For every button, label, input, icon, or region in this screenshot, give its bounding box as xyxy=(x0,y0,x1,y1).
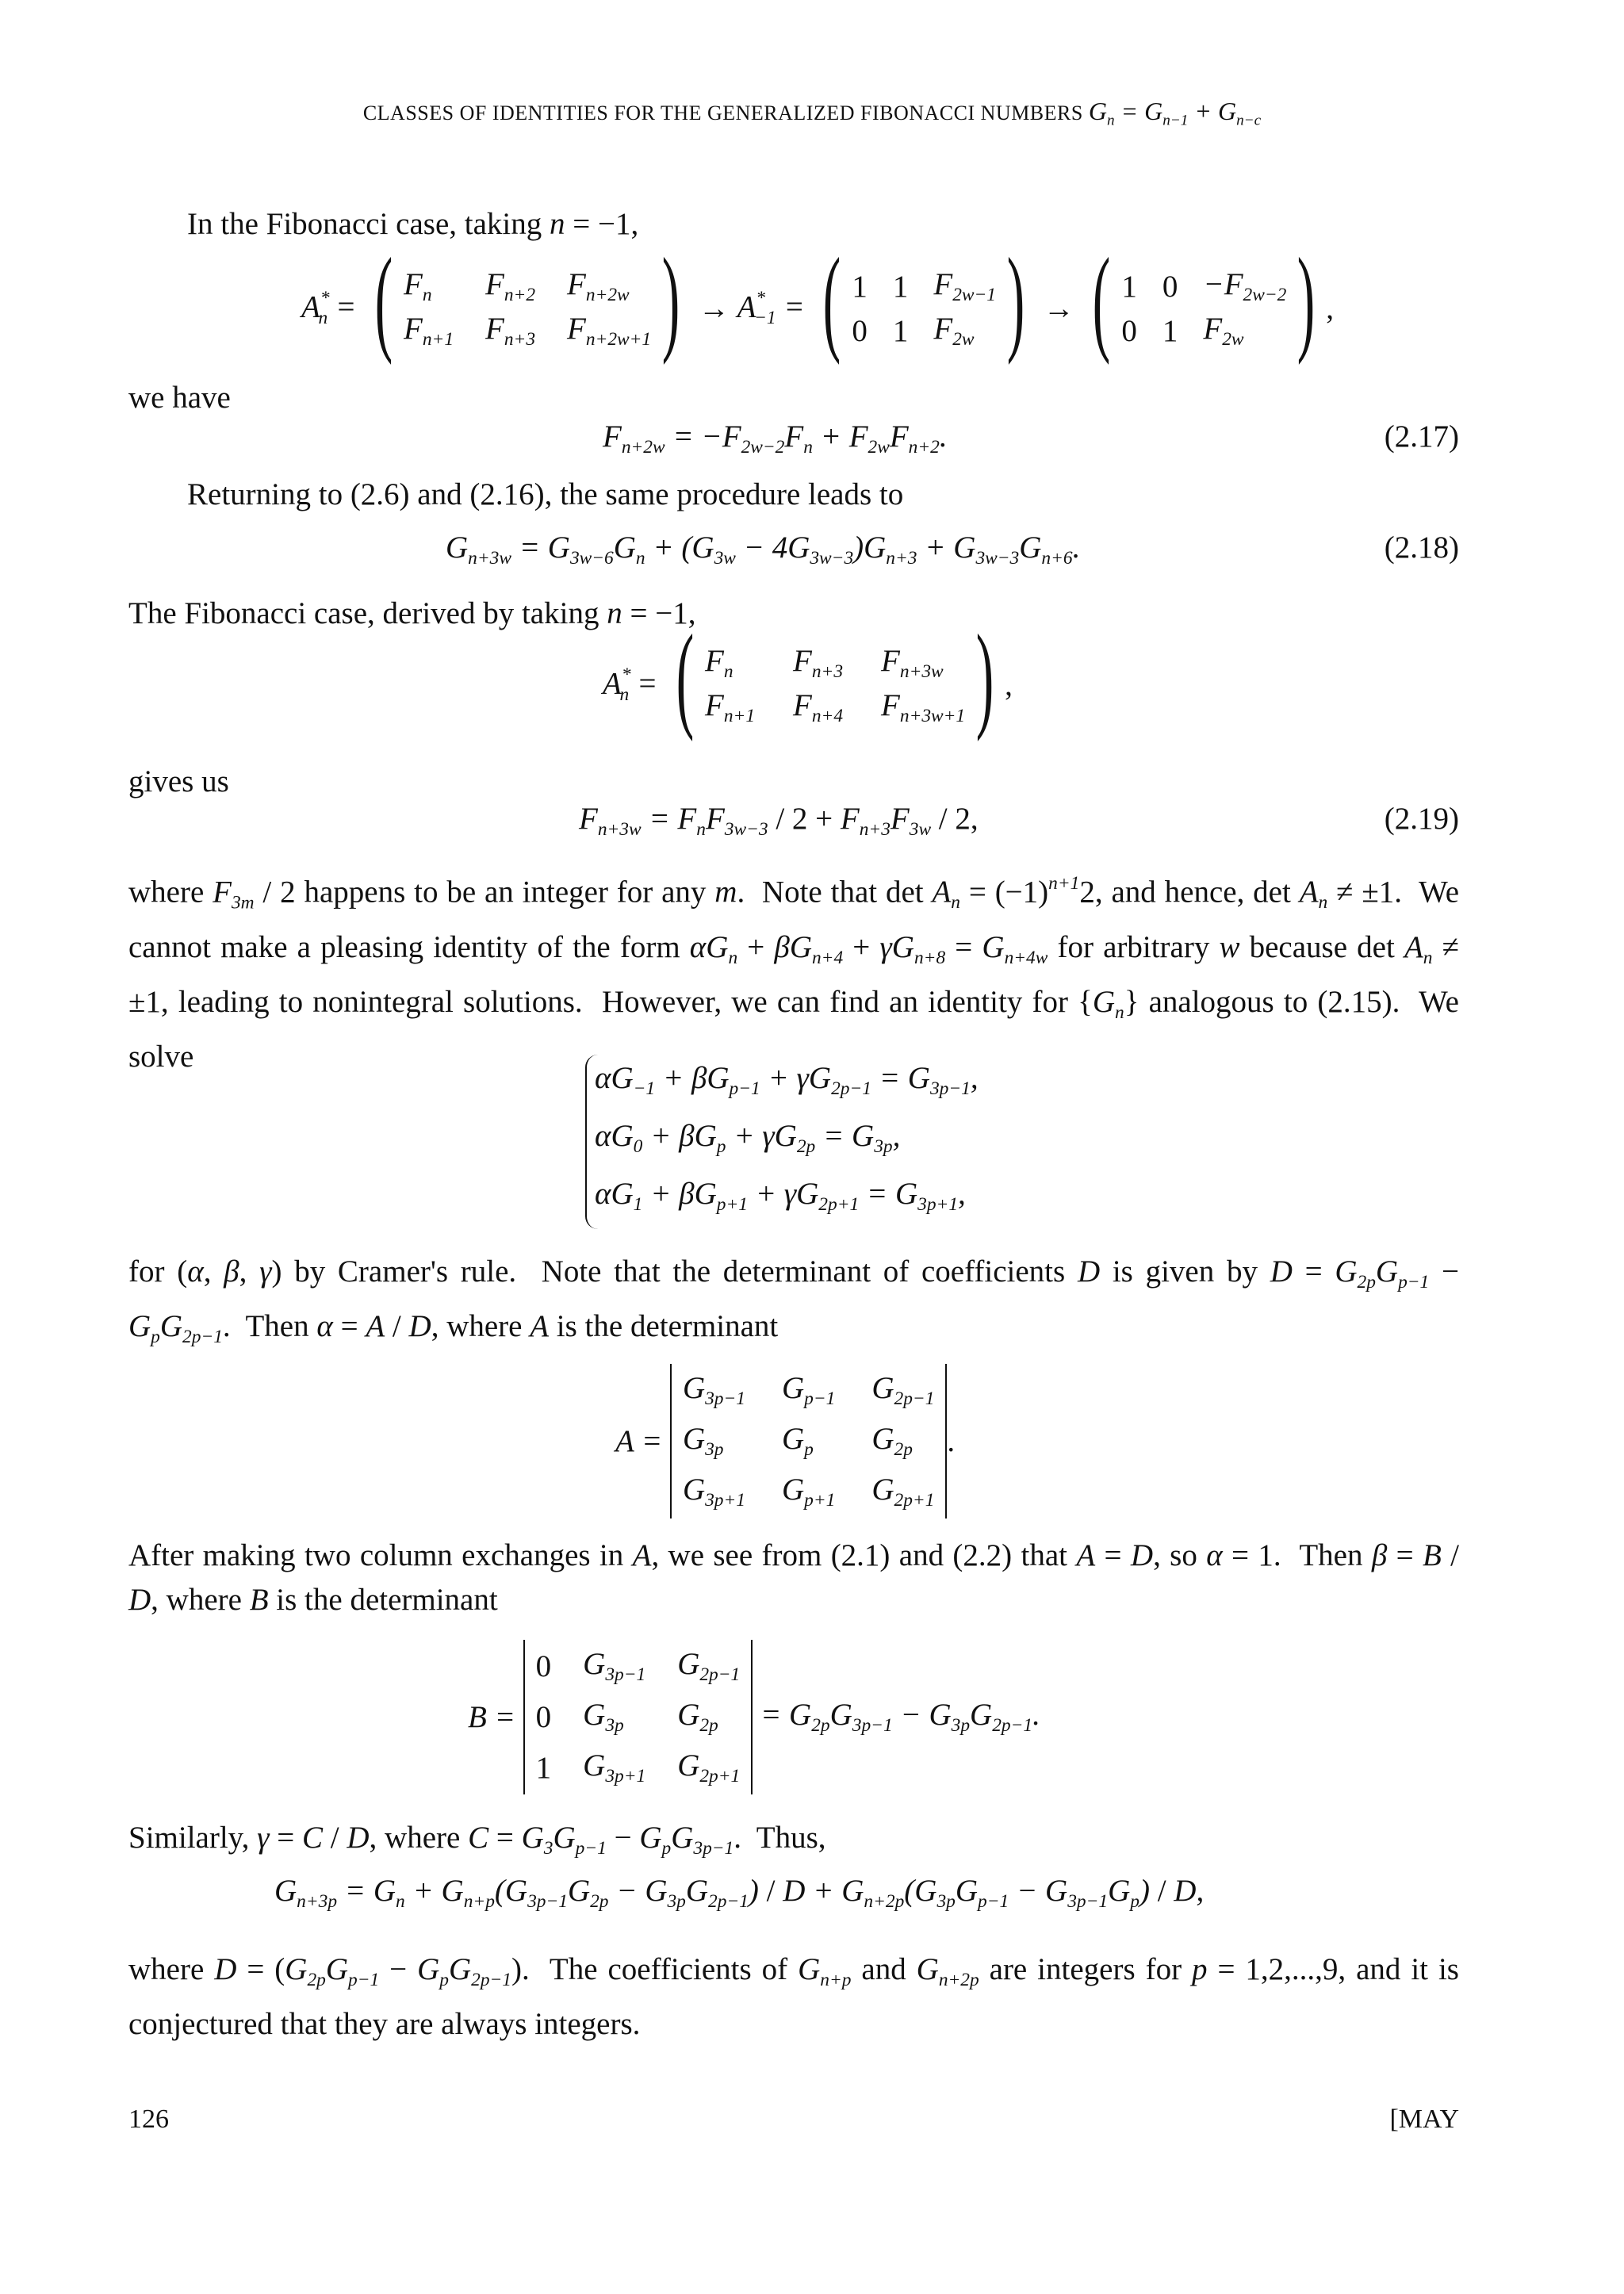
equation-2-18: $G_{n+3w} = G_{3w-6}G_n + (G_{3w} - 4G_{3w-3})G_{n+3} + G_{3w-3}G_{n+6}$. xyxy=(446,530,1081,569)
issue-month: [MAY xyxy=(1389,2104,1459,2134)
paragraph-column-exchanges: After making two column exchanges in A, we see from (2.1) and (2.2) that A = D, so α = 1. Then β = B / D, where B is the determinant xyxy=(128,1538,1460,1617)
returning-line: Returning to (2.6) and (2.16), the same procedure leads to xyxy=(187,477,904,511)
equation-2-17: $F_{n+2w} = -F_{2w-2}F_n + F_{2w}F_{n+2}$. xyxy=(603,419,948,458)
determinant-b: B = 0 $G_{3p-1}$ $G_{2p-1}$ 0 $G_{3p}$ $G_{2p}$ 1 $G_{3p+1}$ $G_{2p+1}$ = $G_{2p}G_{3p-1} - G_{3p}G_{2p-1}$. xyxy=(468,1640,1040,1794)
running-title: CLASSES OF IDENTITIES FOR THE GENERALIZED FIBONACCI NUMBERS xyxy=(362,101,1083,124)
main-identity-equation: $G_{n+3p} = G_n + G_{n+p}(G_{3p-1}G_{2p} - G_{3p}G_{2p-1}) / D + G_{n+2p}(G_{3p}G_{p-1} - G_{3p-1}G_p) / D$, xyxy=(274,1874,1205,1913)
intro-fibonacci-line: In the Fibonacci case, taking n = −1, xyxy=(187,207,639,241)
determinant-a: A = $G_{3p-1}$ $G_{p-1}$ $G_{2p-1}$ $G_{3p}$ $G_p$ $G_{2p}$ $G_{3p+1}$ $G_{p+1}$ $G_{2p+1}$ . xyxy=(615,1364,955,1518)
matrix-a-star-3w: $A^*_n$ = ( $F_n$ $F_{n+3}$ $F_{n+3w}$ $F_{n+1}$ $F_{n+4}$ $F_{n+3w+1}$ ) , xyxy=(603,611,1013,742)
running-header xyxy=(0,97,1624,130)
equation-number-2-18: (2.18) xyxy=(1384,530,1459,565)
paragraph-cramer: for (α, β, γ) by Cramer's rule. Note that the determinant of coefficients D is given by $D = G_{2p}G_{p-1} - G_pG_{2p-1}$. Then α = A / D, where A is the determinant xyxy=(128,1254,1459,1348)
we-have-label: we have xyxy=(128,381,231,415)
paragraph-conjecture: where $D = (G_{2p}G_{p-1} - G_pG_{2p-1})$. The coefficients of $G_{n+p}$ and $G_{n+2p}$ are integers for p = 1,2,...,9, and it is conjectured that they are always integers. xyxy=(128,1952,1459,2042)
similarly-line: Similarly, γ = C / D, where $C = G_3G_{p-1} - G_pG_{3p-1}$. Thus, xyxy=(128,1821,826,1859)
paragraph-determinant-note: where $F_{3m} / 2$ happens to be an integer for any m. Note that $\det A_n = (-1)^{n+1}2$, and hence, $\det A_n \ne \pm 1$. We cannot make a pleasing identity of the form $\alpha G_n + \beta G_{n+4} + \gamma G_{n+8} = G_{n+4w}$ for arbitrary w because $\det A_n \ne \pm 1$, leading to nonintegral solutions. However, we can find an identity for $\{G_n\}$ analogous to (2.15). We solve xyxy=(128,873,1460,1074)
matrix-chain-1: $A^*_n$ = ( $F_n$ $F_{n+2}$ $F_{n+2w}$ $F_{n+1}$ $F_{n+3}$ $F_{n+2w+1}$ ) → $A^*_{-1}$ = ( 1 1 $F_{2w-1}$ 0 1 $F_{2w}$ ) → ( 1 0 $-F_{2w-2}$ 0 1 $F_{2w}$ ) , xyxy=(301,234,1335,366)
equation-number-2-19: (2.19) xyxy=(1384,802,1459,836)
linear-system: $\alpha G_{-1} + \beta G_{p-1} + \gamma G_{2p-1} = G_{3p-1}$, $\alpha G_0 + \beta G_p + \gamma G_{2p} = G_{3p}$, $\alpha G_1 + \beta G_{p+1} + \gamma G_{2p+1} = G_{3p+1}$, xyxy=(585,1055,979,1229)
page-number: 126 xyxy=(128,2104,169,2134)
equation-2-19: $F_{n+3w} = F_nF_{3w-3} / 2 + F_{n+3}F_{3w} / 2$, xyxy=(579,802,979,841)
gives-us-label: gives us xyxy=(128,764,229,798)
fib-case-derived-line: The Fibonacci case, derived by taking n = −1, xyxy=(128,596,696,630)
equation-number-2-17: (2.17) xyxy=(1384,419,1459,454)
running-equation: $G_n = G_{n-1} + G_{n-c}$ xyxy=(1088,97,1262,129)
